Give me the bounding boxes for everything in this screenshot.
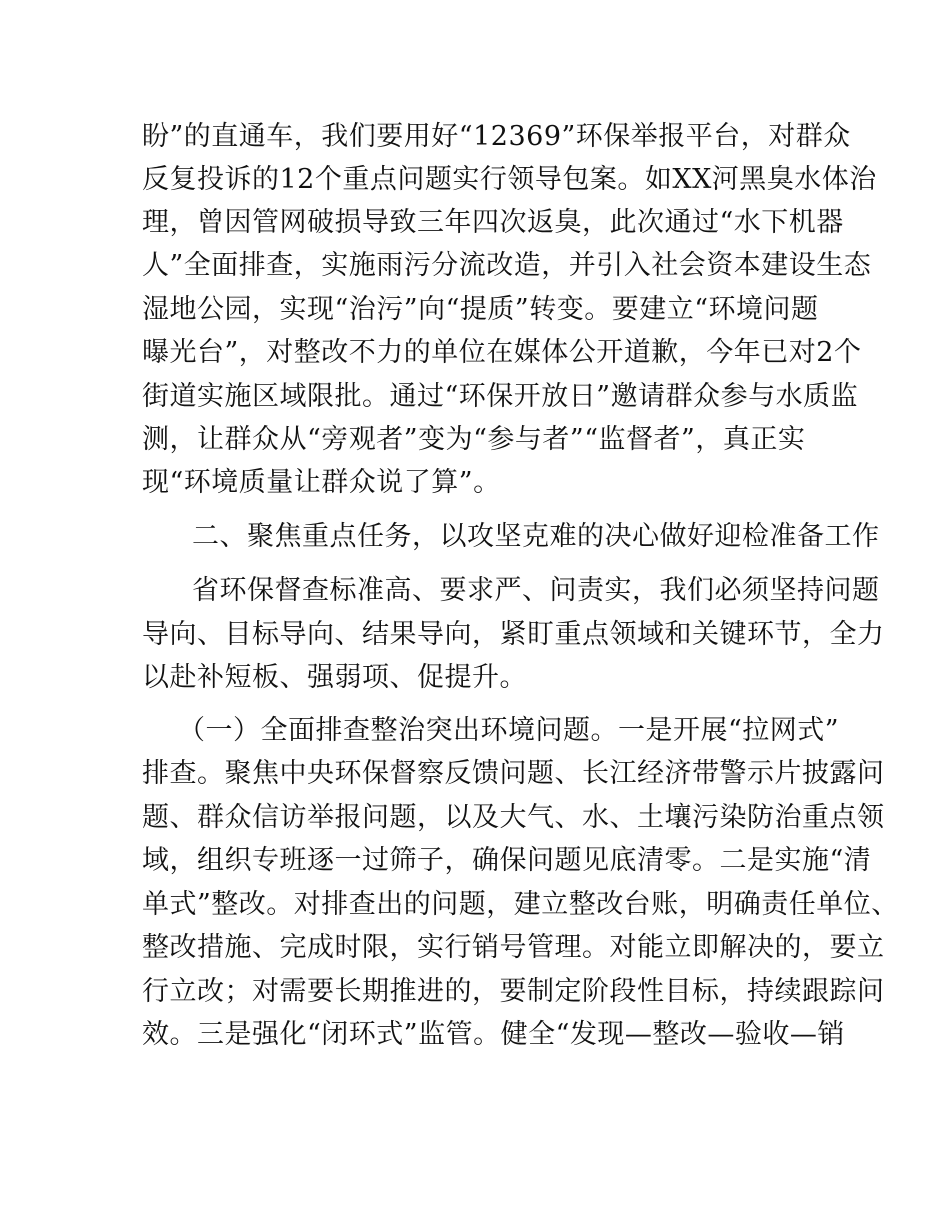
text-line: 域，组织专班逐一过筛子，确保问题见底清零。二是实施“清 [142, 845, 872, 876]
text-line: （一）全面排查整治突出环境问题。一是开展“拉网式” [178, 715, 840, 746]
text-line: 整改措施、完成时限，实行销号管理。对能立即解决的，要立 [142, 932, 885, 963]
text-line: 现“环境质量让群众说了算”。 [142, 467, 501, 498]
text-line: 单式”整改。对排查出的问题，建立整改台账，明确责任单位、 [142, 889, 899, 920]
text-line: 省环保督查标准高、要求严、问责实，我们必须坚持问题 [192, 575, 880, 606]
text-line: 以赴补短板、强弱项、促提升。 [142, 662, 527, 693]
text-line: 曝光台”，对整改不力的单位在媒体公开道歉，今年已对2个 [142, 337, 862, 368]
text-line: 排查。聚焦中央环保督察反馈问题、长江经济带警示片披露问 [142, 758, 885, 789]
text-line: 盼”的直通车，我们要用好“12369”环保举报平台，对群众 [142, 121, 851, 152]
text-line: 导向、目标导向、结果导向，紧盯重点领域和关键环节，全力 [142, 619, 885, 650]
text-line: 题、群众信访举报问题，以及大气、水、土壤污染防治重点领 [142, 802, 885, 833]
text-line: 人”全面排查，实施雨污分流改造，并引入社会资本建设生态 [142, 250, 872, 281]
text-line: 湿地公园，实现“治污”向“提质”转变。要建立“环境问题 [142, 294, 819, 325]
text-line: 理，曾因管网破损导致三年四次返臭，此次通过“水下机器 [142, 207, 844, 238]
section-heading: 二、聚焦重点任务，以攻坚克难的决心做好迎检准备工作 [192, 521, 880, 552]
text-line: 反复投诉的12个重点问题实行领导包案。如XX河黑臭水体治 [142, 164, 877, 195]
text-line: 街道实施区域限批。通过“环保开放日”邀请群众参与水质监 [142, 381, 859, 412]
text-line: 效。三是强化“闭环式”监管。健全“发现—整改—验收—销 [142, 1019, 845, 1050]
text-line: 测，让群众从“旁观者”变为“参与者”“监督者”，真正实 [142, 424, 806, 455]
text-line: 行立改；对需要长期推进的，要制定阶段性目标，持续跟踪问 [142, 976, 885, 1007]
